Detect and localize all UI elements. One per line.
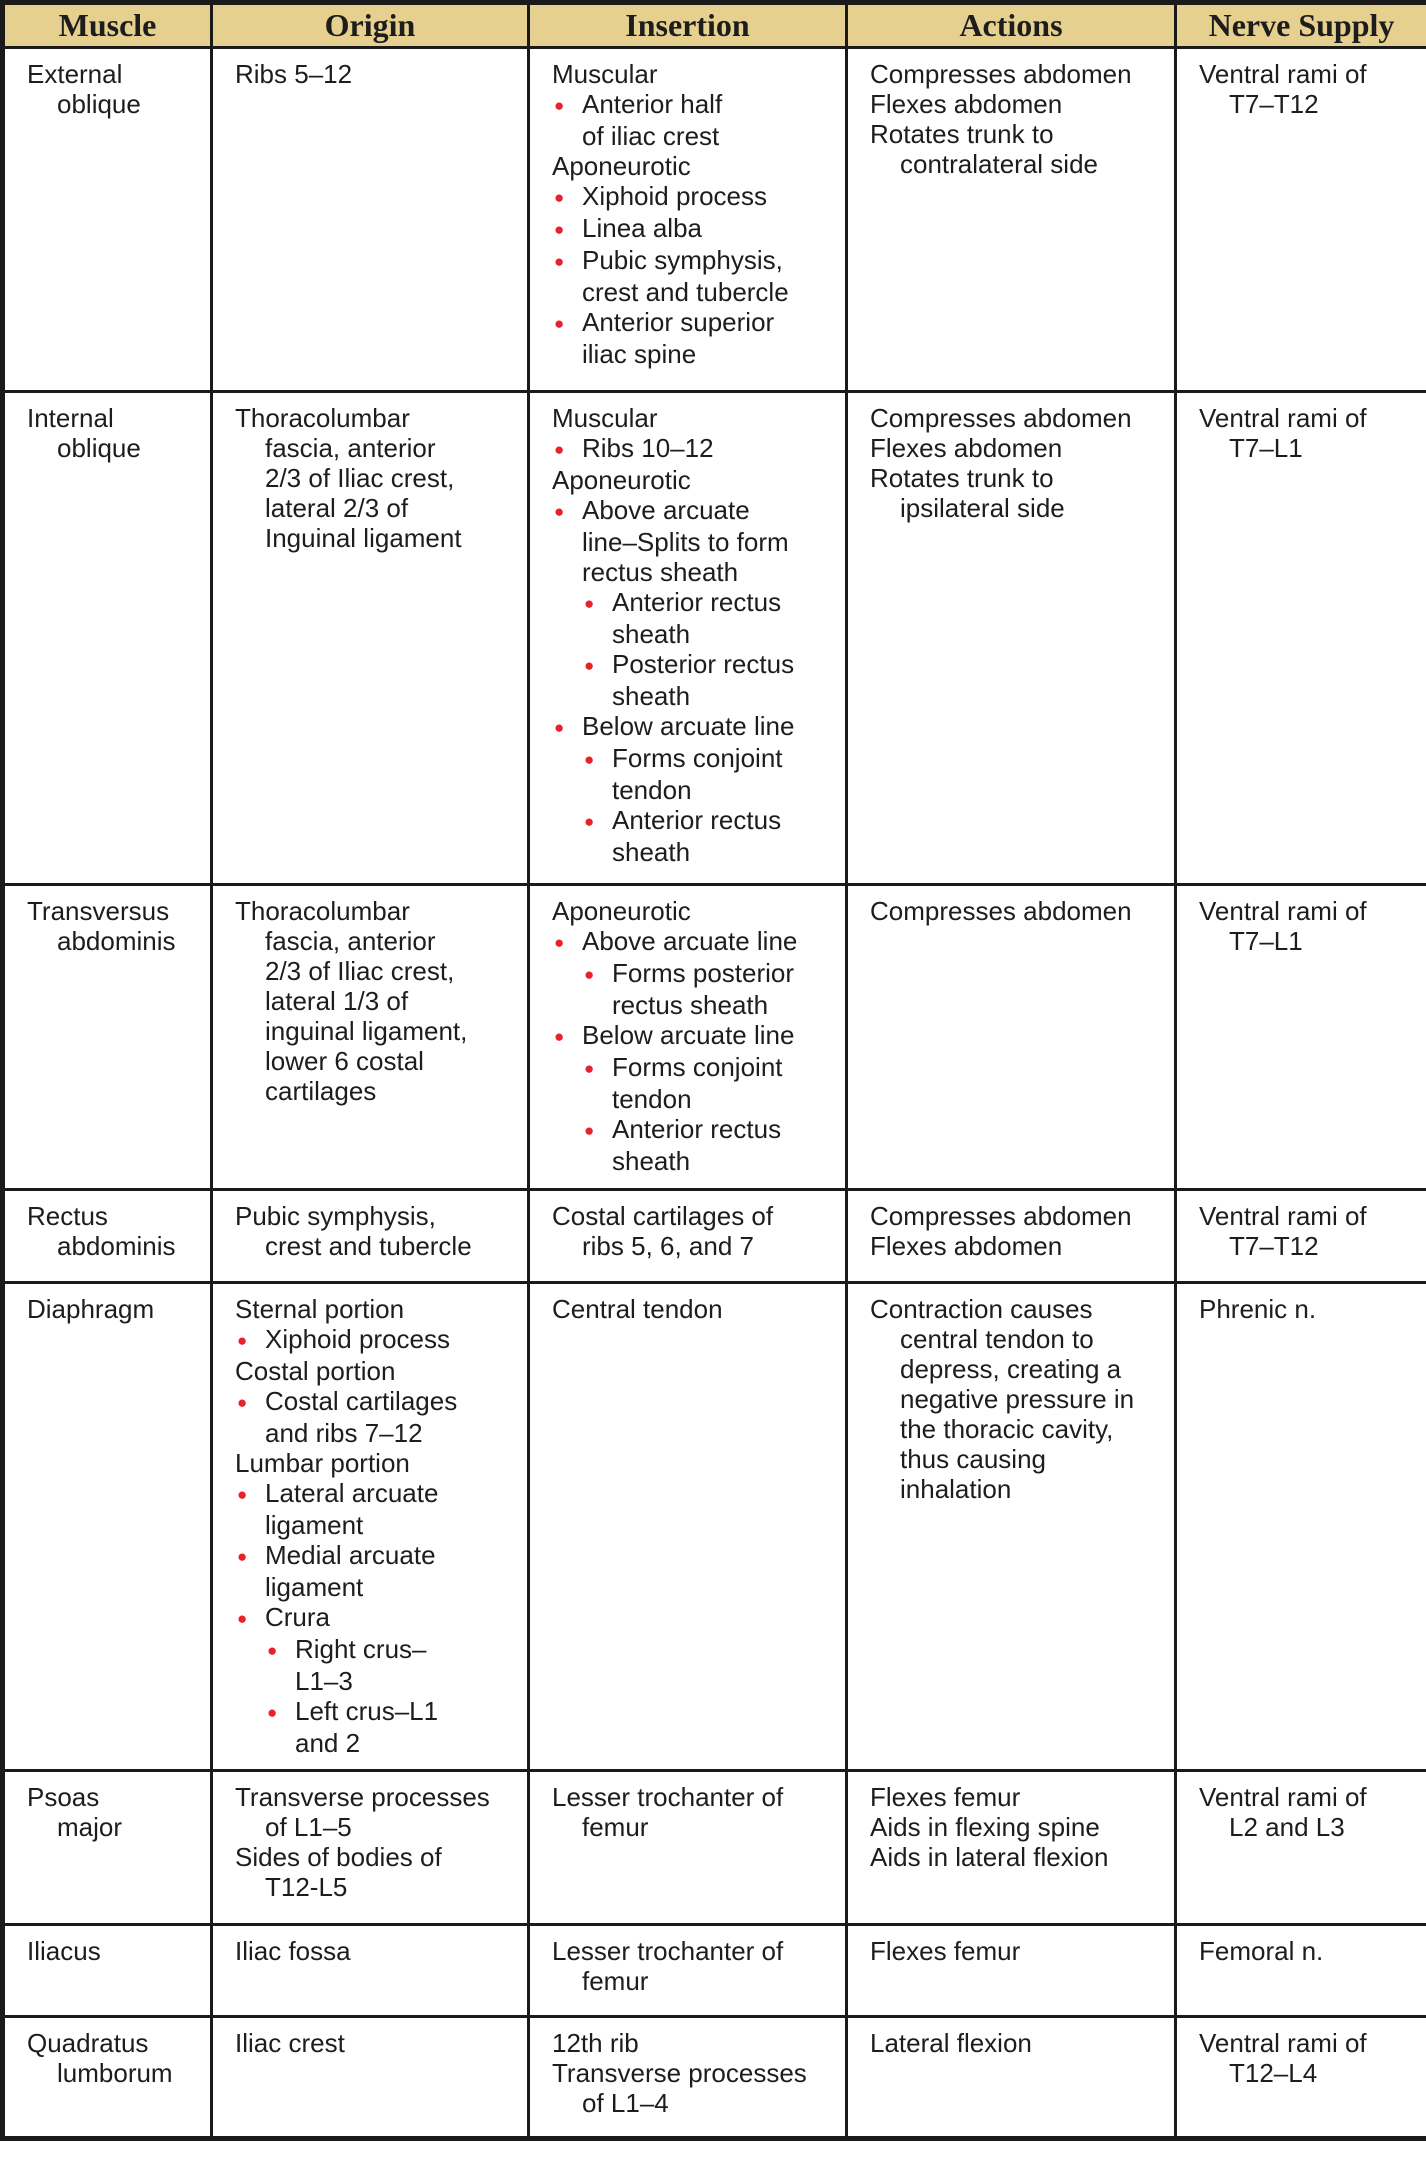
- line-text: Xiphoid process: [582, 181, 767, 211]
- column-header-actions: Actions: [847, 3, 1176, 48]
- cell-insertion-row3: [529, 885, 847, 1190]
- text-line: Ventral rami of L2 and L3: [1199, 1782, 1367, 1842]
- line-text: Posterior rectus sheath: [612, 649, 795, 711]
- bullet-icon: ●: [237, 1393, 248, 1412]
- text-line: Flexes femur: [870, 1936, 1021, 1966]
- line-text: Anterior half of iliac crest: [582, 89, 723, 151]
- text-line: External oblique: [27, 59, 141, 119]
- cell-nerve-row3: [1176, 885, 1426, 1190]
- cell-actions-row4: [847, 1190, 1176, 1283]
- cell-actions-row7: [847, 1925, 1176, 2017]
- text-line: [552, 711, 835, 743]
- text-line: [552, 926, 835, 958]
- cell-actions-row6: [847, 1771, 1176, 1925]
- table-row: [3, 1283, 1426, 1771]
- cell-actions-row3: [847, 885, 1176, 1190]
- line-text: Anterior rectus sheath: [612, 805, 782, 867]
- text-line: Ventral rami of T7–T12: [1199, 1201, 1367, 1261]
- cell-nerve-row7: [1176, 1925, 1426, 2017]
- table-row: [3, 48, 1426, 392]
- line-text: Forms conjoint tendon: [612, 1052, 783, 1114]
- text-line: Lesser trochanter of femur: [552, 1936, 784, 1996]
- bullet-icon: ●: [584, 1121, 595, 1140]
- text-line: [552, 433, 835, 465]
- text-line: Femoral n.: [1199, 1936, 1324, 1966]
- bullet-icon: ●: [237, 1485, 248, 1504]
- column-header-origin: Origin: [212, 3, 529, 48]
- cell-muscle-row3: [3, 885, 212, 1190]
- text-line: Costal portion: [235, 1356, 396, 1386]
- line-text: Xiphoid process: [265, 1324, 450, 1354]
- text-line: Central tendon: [552, 1294, 723, 1324]
- cell-nerve-row8: [1176, 2017, 1426, 2139]
- column-header-muscle: Muscle: [3, 3, 212, 48]
- table-row: [3, 1771, 1426, 1925]
- text-line: Aids in lateral flexion: [870, 1842, 1109, 1872]
- text-line: Thoracolumbar fascia, anterior 2/3 of Iliac crest, lateral 1/3 of inguinal ligament, lower 6 costal cartilages: [235, 896, 468, 1106]
- text-line: Flexes abdomen: [870, 1231, 1063, 1261]
- bullet-icon: ●: [554, 718, 565, 737]
- text-line: [235, 1696, 517, 1758]
- text-line: Transversus abdominis: [27, 896, 176, 956]
- cell-origin-row7: [212, 1925, 529, 2017]
- text-line: [552, 1020, 835, 1052]
- bullet-icon: ●: [584, 656, 595, 675]
- text-line: [552, 587, 835, 649]
- bullet-icon: ●: [584, 812, 595, 831]
- text-line: [552, 213, 835, 245]
- cell-actions-row1: [847, 48, 1176, 392]
- text-line: [235, 1602, 517, 1634]
- text-line: Contraction causes central tendon to depress, creating a negative pressure in the thoracic cavity, thus causing inhalation: [870, 1294, 1135, 1504]
- text-line: Transverse processes of L1–5: [235, 1782, 490, 1842]
- text-line: Ventral rami of T7–L1: [1199, 896, 1367, 956]
- bullet-icon: ●: [554, 440, 565, 459]
- text-line: [552, 805, 835, 867]
- line-text: Forms conjoint tendon: [612, 743, 783, 805]
- text-line: [235, 1324, 517, 1356]
- bullet-icon: ●: [237, 1547, 248, 1566]
- cell-origin-row3: [212, 885, 529, 1190]
- text-line: Iliacus: [27, 1936, 101, 1966]
- text-line: [552, 181, 835, 213]
- cell-muscle-row4: [3, 1190, 212, 1283]
- cell-origin-row5: [212, 1283, 529, 1771]
- text-line: 12th rib: [552, 2028, 639, 2058]
- text-line: Lesser trochanter of femur: [552, 1782, 784, 1842]
- table-row: [3, 392, 1426, 885]
- text-line: [552, 1114, 835, 1176]
- cell-nerve-row4: [1176, 1190, 1426, 1283]
- table-row: [3, 885, 1426, 1190]
- line-text: Above arcuate line–Splits to form rectus sheath: [582, 495, 789, 587]
- table-body: [3, 48, 1426, 2139]
- cell-insertion-row2: [529, 392, 847, 885]
- text-line: Costal cartilages of ribs 5, 6, and 7: [552, 1201, 774, 1261]
- text-line: [552, 958, 835, 1020]
- line-text: Ribs 10–12: [582, 433, 714, 463]
- cell-origin-row6: [212, 1771, 529, 1925]
- text-line: Ribs 5–12: [235, 59, 353, 89]
- text-line: Diaphragm: [27, 1294, 155, 1324]
- text-line: Psoas major: [27, 1782, 123, 1842]
- bullet-icon: ●: [237, 1331, 248, 1350]
- cell-insertion-row1: [529, 48, 847, 392]
- cell-actions-row5: [847, 1283, 1176, 1771]
- text-line: [235, 1478, 517, 1540]
- line-text: Right crus– L1–3: [295, 1634, 427, 1696]
- column-header-nerve-supply: Nerve Supply: [1176, 3, 1426, 48]
- bullet-icon: ●: [554, 252, 565, 271]
- cell-nerve-row5: [1176, 1283, 1426, 1771]
- line-text: Anterior rectus sheath: [612, 587, 782, 649]
- text-line: Sternal portion: [235, 1294, 405, 1324]
- text-line: Internal oblique: [27, 403, 141, 463]
- cell-muscle-row6: [3, 1771, 212, 1925]
- text-line: [552, 649, 835, 711]
- text-line: Phrenic n.: [1199, 1294, 1317, 1324]
- text-line: Lumbar portion: [235, 1448, 410, 1478]
- text-line: [235, 1386, 517, 1448]
- text-line: Thoracolumbar fascia, anterior 2/3 of Iliac crest, lateral 2/3 of Inguinal ligament: [235, 403, 462, 553]
- text-line: [235, 1540, 517, 1602]
- bullet-icon: ●: [584, 965, 595, 984]
- cell-nerve-row6: [1176, 1771, 1426, 1925]
- bullet-icon: ●: [237, 1609, 248, 1628]
- text-line: Quadratus lumborum: [27, 2028, 173, 2088]
- text-line: Flexes femur: [870, 1782, 1021, 1812]
- text-line: Flexes abdomen: [870, 433, 1063, 463]
- cell-insertion-row4: [529, 1190, 847, 1283]
- text-line: Muscular: [552, 59, 658, 89]
- header-row: [3, 3, 1426, 48]
- bullet-icon: ●: [554, 188, 565, 207]
- cell-actions-row8: [847, 2017, 1176, 2139]
- cell-insertion-row8: [529, 2017, 847, 2139]
- text-line: Lateral flexion: [870, 2028, 1032, 2058]
- cell-muscle-row5: [3, 1283, 212, 1771]
- text-line: Compresses abdomen: [870, 59, 1132, 89]
- cell-insertion-row5: [529, 1283, 847, 1771]
- bullet-icon: ●: [584, 594, 595, 613]
- cell-nerve-row2: [1176, 392, 1426, 885]
- line-text: Linea alba: [582, 213, 702, 243]
- bullet-icon: ●: [554, 314, 565, 333]
- line-text: Below arcuate line: [582, 711, 795, 741]
- column-header-insertion: Insertion: [529, 3, 847, 48]
- line-text: Above arcuate line: [582, 926, 798, 956]
- table-row: [3, 2017, 1426, 2139]
- bullet-icon: ●: [584, 1059, 595, 1078]
- text-line: Iliac crest: [235, 2028, 345, 2058]
- table-row: [3, 1190, 1426, 1283]
- line-text: Forms posterior rectus sheath: [612, 958, 795, 1020]
- bullet-icon: ●: [554, 502, 565, 521]
- cell-nerve-row1: [1176, 48, 1426, 392]
- line-text: Below arcuate line: [582, 1020, 795, 1050]
- text-line: Muscular: [552, 403, 658, 433]
- cell-muscle-row1: [3, 48, 212, 392]
- text-line: [552, 1052, 835, 1114]
- bullet-icon: ●: [267, 1641, 278, 1660]
- line-text: Anterior superior iliac spine: [582, 307, 775, 369]
- text-line: [552, 89, 835, 151]
- text-line: [552, 307, 835, 369]
- bullet-icon: ●: [554, 220, 565, 239]
- text-line: Ventral rami of T12–L4: [1199, 2028, 1367, 2088]
- text-line: [552, 495, 835, 587]
- line-text: Lateral arcuate ligament: [265, 1478, 439, 1540]
- bullet-icon: ●: [554, 1027, 565, 1046]
- bullet-icon: ●: [554, 933, 565, 952]
- text-line: Sides of bodies of T12-L5: [235, 1842, 442, 1902]
- text-line: [552, 245, 835, 307]
- line-text: Costal cartilages and ribs 7–12: [265, 1386, 458, 1448]
- text-line: Compresses abdomen: [870, 403, 1132, 433]
- line-text: Pubic symphysis, crest and tubercle: [582, 245, 789, 307]
- text-line: Rectus abdominis: [27, 1201, 176, 1261]
- cell-muscle-row7: [3, 1925, 212, 2017]
- text-line: Ventral rami of T7–L1: [1199, 403, 1367, 463]
- cell-actions-row2: [847, 392, 1176, 885]
- cell-origin-row2: [212, 392, 529, 885]
- cell-origin-row8: [212, 2017, 529, 2139]
- text-line: Aponeurotic: [552, 151, 691, 181]
- text-line: Rotates trunk to ipsilateral side: [870, 463, 1065, 523]
- text-line: Iliac fossa: [235, 1936, 351, 1966]
- line-text: Left crus–L1 and 2: [295, 1696, 439, 1758]
- cell-insertion-row6: [529, 1771, 847, 1925]
- bullet-icon: ●: [584, 750, 595, 769]
- text-line: Rotates trunk to contralateral side: [870, 119, 1098, 179]
- text-line: [552, 743, 835, 805]
- bullet-icon: ●: [267, 1703, 278, 1722]
- bullet-icon: ●: [554, 96, 565, 115]
- cell-origin-row1: [212, 48, 529, 392]
- table-row: [3, 1925, 1426, 2017]
- cell-muscle-row2: [3, 392, 212, 885]
- line-text: Crura: [265, 1602, 331, 1632]
- text-line: Aids in flexing spine: [870, 1812, 1100, 1842]
- text-line: Pubic symphysis, crest and tubercle: [235, 1201, 472, 1261]
- cell-origin-row4: [212, 1190, 529, 1283]
- line-text: Medial arcuate ligament: [265, 1540, 436, 1602]
- cell-muscle-row8: [3, 2017, 212, 2139]
- cell-insertion-row7: [529, 1925, 847, 2017]
- text-line: Transverse processes of L1–4: [552, 2058, 807, 2118]
- text-line: Compresses abdomen: [870, 1201, 1132, 1231]
- text-line: [235, 1634, 517, 1696]
- text-line: Flexes abdomen: [870, 89, 1063, 119]
- text-line: Aponeurotic: [552, 896, 691, 926]
- text-line: Ventral rami of T7–T12: [1199, 59, 1367, 119]
- text-line: Compresses abdomen: [870, 896, 1132, 926]
- text-line: Aponeurotic: [552, 465, 691, 495]
- line-text: Anterior rectus sheath: [612, 1114, 782, 1176]
